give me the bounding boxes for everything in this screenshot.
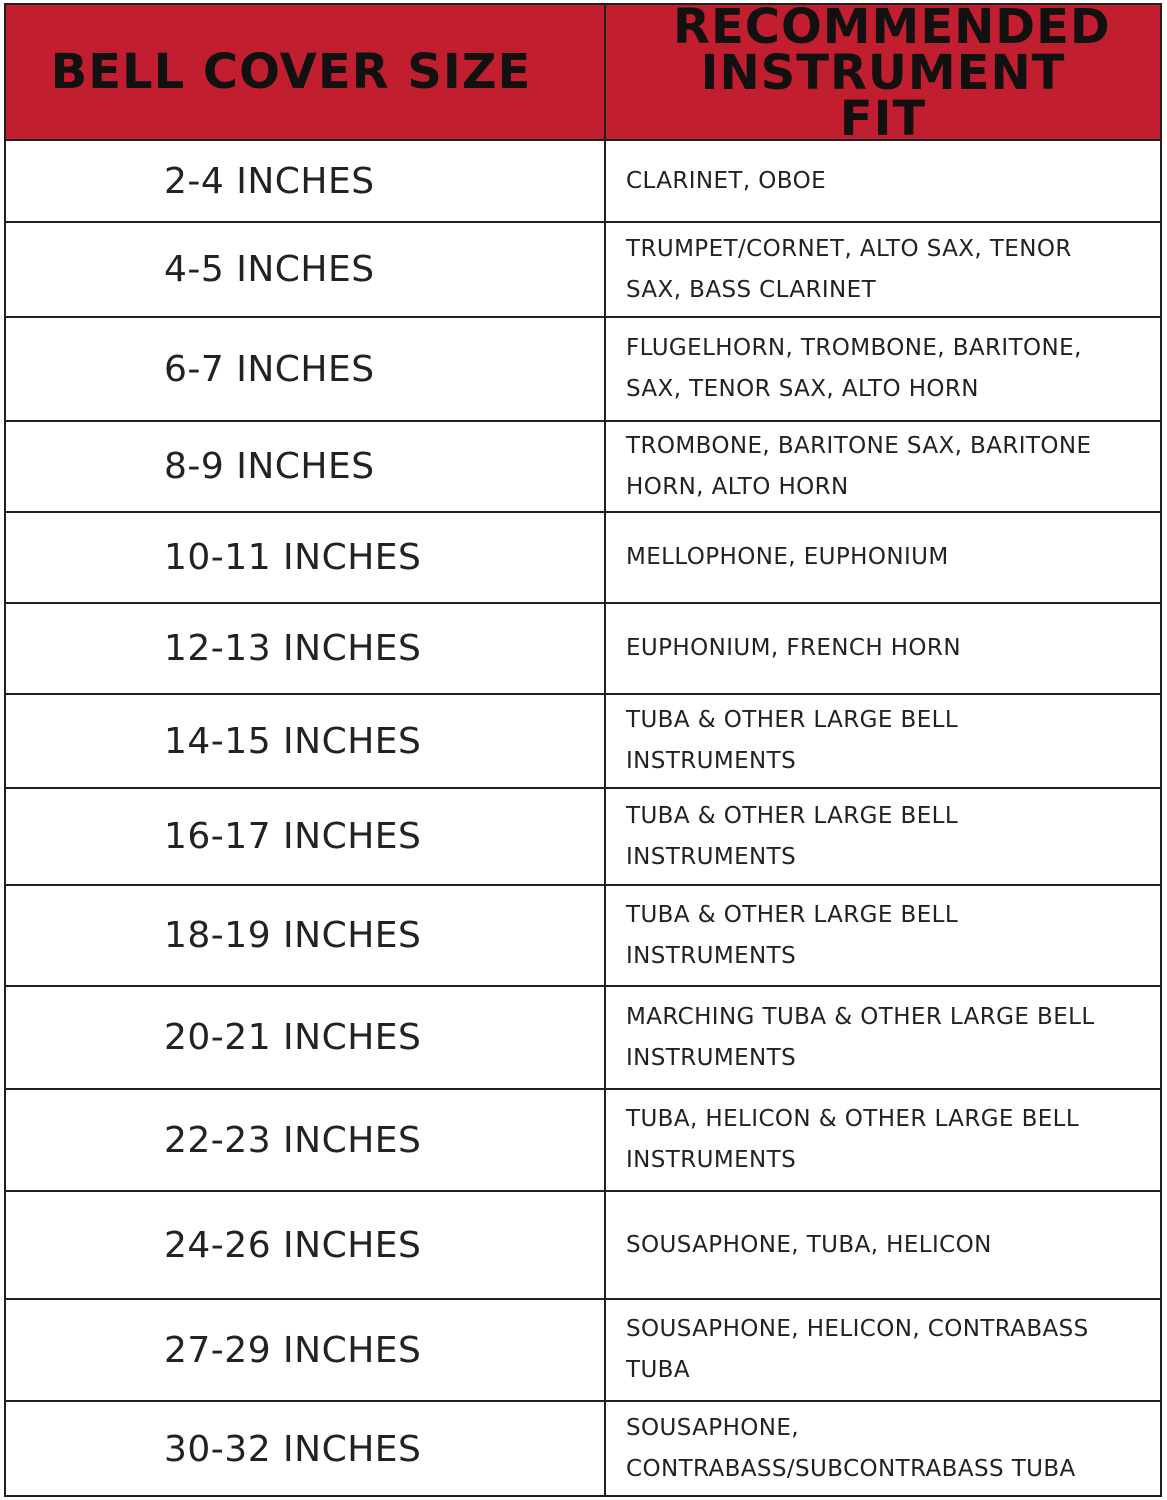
size-label: 12-13 INCHES [164,628,422,669]
size-label: 22-23 INCHES [164,1119,422,1161]
fit-label: TUBA & OTHER LARGE BELL INSTRUMENTS [626,901,959,969]
fit-label: FLUGELHORN, TROMBONE, BARITONE, SAX, TENOR SAX, ALTO HORN [626,335,1082,402]
fit-label: TRUMPET/CORNET, ALTO SAX, TENOR SAX, BASS CLARINET [626,235,1072,303]
size-label: 2-4 INCHES [164,160,375,202]
fit-label: SOUSAPHONE, TUBA, HELICON [626,1231,992,1258]
fit-label: TUBA & OTHER LARGE BELL INSTRUMENTS [626,707,959,774]
fit-cell-row-14 [606,1402,1160,1496]
size-label: 10-11 INCHES [164,537,422,578]
fit-label: SOUSAPHONE, HELICON, CONTRABASS TUBA [626,1316,1089,1383]
header-bell-cover-size-label: BELL COVER SIZE [50,44,532,100]
size-label: 27-29 INCHES [164,1329,422,1371]
size-label: 18-19 INCHES [164,915,422,956]
size-cell-row-4 [6,422,606,513]
size-cell-row-9 [6,886,606,987]
size-cell-row-7 [6,695,606,789]
fit-cell-row-11 [606,1090,1160,1192]
fit-cell-row-3 [606,318,1160,422]
fit-cell-row-1 [606,141,1160,223]
size-cell-row-11 [6,1090,606,1192]
fit-cell-row-2 [606,223,1160,318]
header-recommended-instrument-fit-label: RECOMMENDED INSTRUMENT FIT [673,5,1111,141]
fit-label: TUBA, HELICON & OTHER LARGE BELL INSTRUMENTS [626,1106,1080,1173]
header-bell-cover-size [6,5,606,141]
size-cell-row-6 [6,604,606,695]
fit-label: MELLOPHONE, EUPHONIUM [626,544,949,570]
size-label: 20-21 INCHES [164,1017,422,1058]
size-label: 14-15 INCHES [164,720,422,762]
size-cell-row-8 [6,789,606,886]
size-cell-row-10 [6,987,606,1090]
size-label: 16-17 INCHES [164,816,422,857]
fit-label: MARCHING TUBA & OTHER LARGE BELL INSTRUMENTS [626,1003,1095,1071]
fit-cell-row-13 [606,1300,1160,1402]
size-cell-row-12 [6,1192,606,1300]
fit-cell-row-10 [606,987,1160,1090]
size-label: 4-5 INCHES [164,249,375,290]
bell-cover-size-chart [4,3,1162,1497]
size-cell-row-14 [6,1402,606,1496]
size-cell-row-3 [6,318,606,422]
fit-label: TUBA & OTHER LARGE BELL INSTRUMENTS [626,802,959,870]
header-recommended-instrument-fit [606,5,1160,141]
fit-cell-row-4 [606,422,1160,513]
fit-cell-row-7 [606,695,1160,789]
fit-label: TROMBONE, BARITONE SAX, BARITONE HORN, ALTO HORN [626,432,1092,500]
fit-cell-row-6 [606,604,1160,695]
fit-cell-row-12 [606,1192,1160,1300]
fit-label: EUPHONIUM, FRENCH HORN [626,635,961,661]
fit-cell-row-5 [606,513,1160,604]
size-cell-row-13 [6,1300,606,1402]
size-label: 6-7 INCHES [164,348,375,390]
size-cell-row-2 [6,223,606,318]
size-label: 30-32 INCHES [164,1428,422,1470]
fit-label: SOUSAPHONE, CONTRABASS/SUBCONTRABASS TUBA [626,1415,1076,1482]
size-label: 8-9 INCHES [164,446,375,487]
size-cell-row-1 [6,141,606,223]
fit-cell-row-9 [606,886,1160,987]
size-label: 24-26 INCHES [164,1224,422,1266]
fit-cell-row-8 [606,789,1160,886]
fit-label: CLARINET, OBOE [626,167,827,194]
size-cell-row-5 [6,513,606,604]
